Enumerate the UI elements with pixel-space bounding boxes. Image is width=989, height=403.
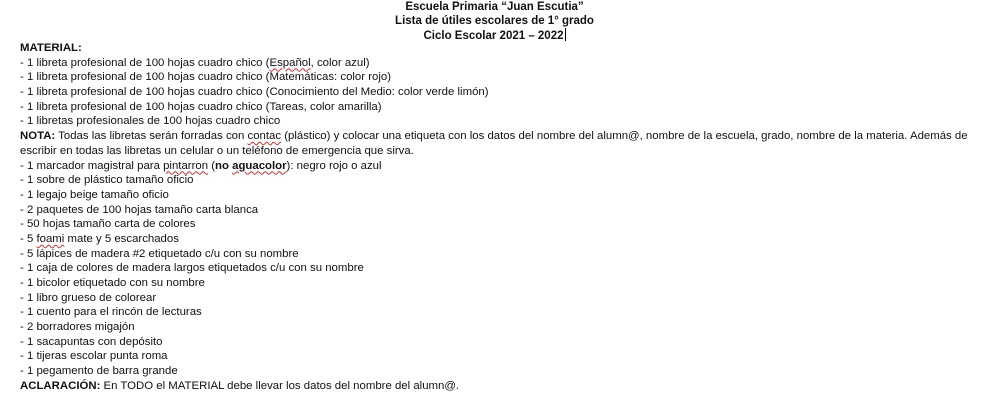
note-label: NOTA:	[20, 130, 56, 143]
note-text: (plástico) y colocar una etiqueta con los datos del nombre del alumn@, nombre de la escuela, grado, nombre de la materia. Además de escribir en todas las libretas un celular o un teléfono de emergencia que sirva.	[20, 130, 968, 157]
spellcheck-flagged-word[interactable]: Español	[269, 56, 311, 69]
list-item: - 5 lápices de madera #2 etiquetado c/u con su nombre	[20, 247, 299, 260]
list-item-marker	[20, 159, 982, 174]
list-item-text: , color azul)	[310, 56, 370, 69]
list-item: - 1 pegamento de barra grande	[20, 365, 178, 378]
list-item-text: ): negro rojo o azul	[286, 159, 382, 172]
list-item-notebook-math: - 1 libreta profesional de 100 hojas cuadro chico (Matemáticas: color rojo)	[20, 71, 392, 84]
list-item: - 1 sacapuntas con depósito	[20, 335, 163, 348]
list-item-text: - 1 marcador magistral para	[20, 159, 164, 172]
list-item-foami	[20, 232, 982, 247]
list-item: - 1 tijeras escolar punta roma	[20, 350, 168, 363]
school-cycle-text: Ciclo Escolar 2021 – 2022	[423, 30, 564, 42]
list-item: - 2 borradores migajón	[20, 321, 135, 334]
list-item: - 50 hojas tamaño carta de colores	[20, 218, 196, 231]
emphasis-text: no	[215, 159, 233, 172]
document-body	[20, 41, 982, 394]
list-item-text: - 5	[20, 232, 37, 245]
list-item-text: mate y 5 escarchados	[64, 232, 179, 245]
clarification-label: ACLARACIÓN:	[20, 379, 101, 392]
list-item: - 2 paquetes de 100 hojas tamaño carta blanca	[20, 203, 259, 216]
list-item: - 1 libro grueso de colorear	[20, 291, 157, 304]
list-item-text: - 1 libreta profesional de 100 hojas cuadro chico (	[20, 56, 270, 69]
list-item: - 1 cuento para el rincón de lecturas	[20, 306, 202, 319]
school-name: Escuela Primaria “Juan Escutia”	[405, 1, 584, 13]
document-header	[0, 0, 989, 42]
list-item: - 1 caja de colores de madera largos etiquetados c/u con su nombre	[20, 262, 364, 275]
spellcheck-flagged-word[interactable]: pintarron	[163, 159, 209, 172]
list-item: - 1 legajo beige tamaño oficio	[20, 188, 169, 201]
clarification-text: En TODO el MATERIAL debe llevar los datos del nombre del alumn@.	[100, 379, 460, 392]
material-heading: MATERIAL:	[20, 42, 82, 54]
list-item-notebook-extra: - 1 libretas profesionales de 100 hojas cuadro chico	[20, 115, 281, 128]
spellcheck-flagged-word[interactable]: foami	[36, 232, 65, 245]
list-item-notebook-spanish	[20, 56, 982, 71]
list-item-notebook-science: - 1 libreta profesional de 100 hojas cuadro chico (Conocimiento del Medio: color verde limón)	[20, 86, 489, 99]
list-item-notebook-homework: - 1 libreta profesional de 100 hojas cuadro chico (Tareas, color amarilla)	[20, 100, 382, 113]
list-item: - 1 sobre de plástico tamaño oficio	[20, 174, 194, 187]
spellcheck-flagged-word[interactable]: contac	[247, 130, 282, 143]
note-paragraph	[20, 129, 982, 158]
list-item-text: (	[208, 159, 216, 172]
clarification-paragraph	[20, 379, 982, 394]
school-cycle	[0, 28, 989, 42]
note-text: Todas las libretas serán forradas con	[55, 130, 248, 143]
list-title: Lista de útiles escolares de 1° grado	[395, 15, 594, 27]
list-item: - 1 bicolor etiquetado con su nombre	[20, 277, 205, 290]
text-cursor	[565, 28, 566, 41]
spellcheck-flagged-word[interactable]: aguacolor	[232, 159, 287, 172]
